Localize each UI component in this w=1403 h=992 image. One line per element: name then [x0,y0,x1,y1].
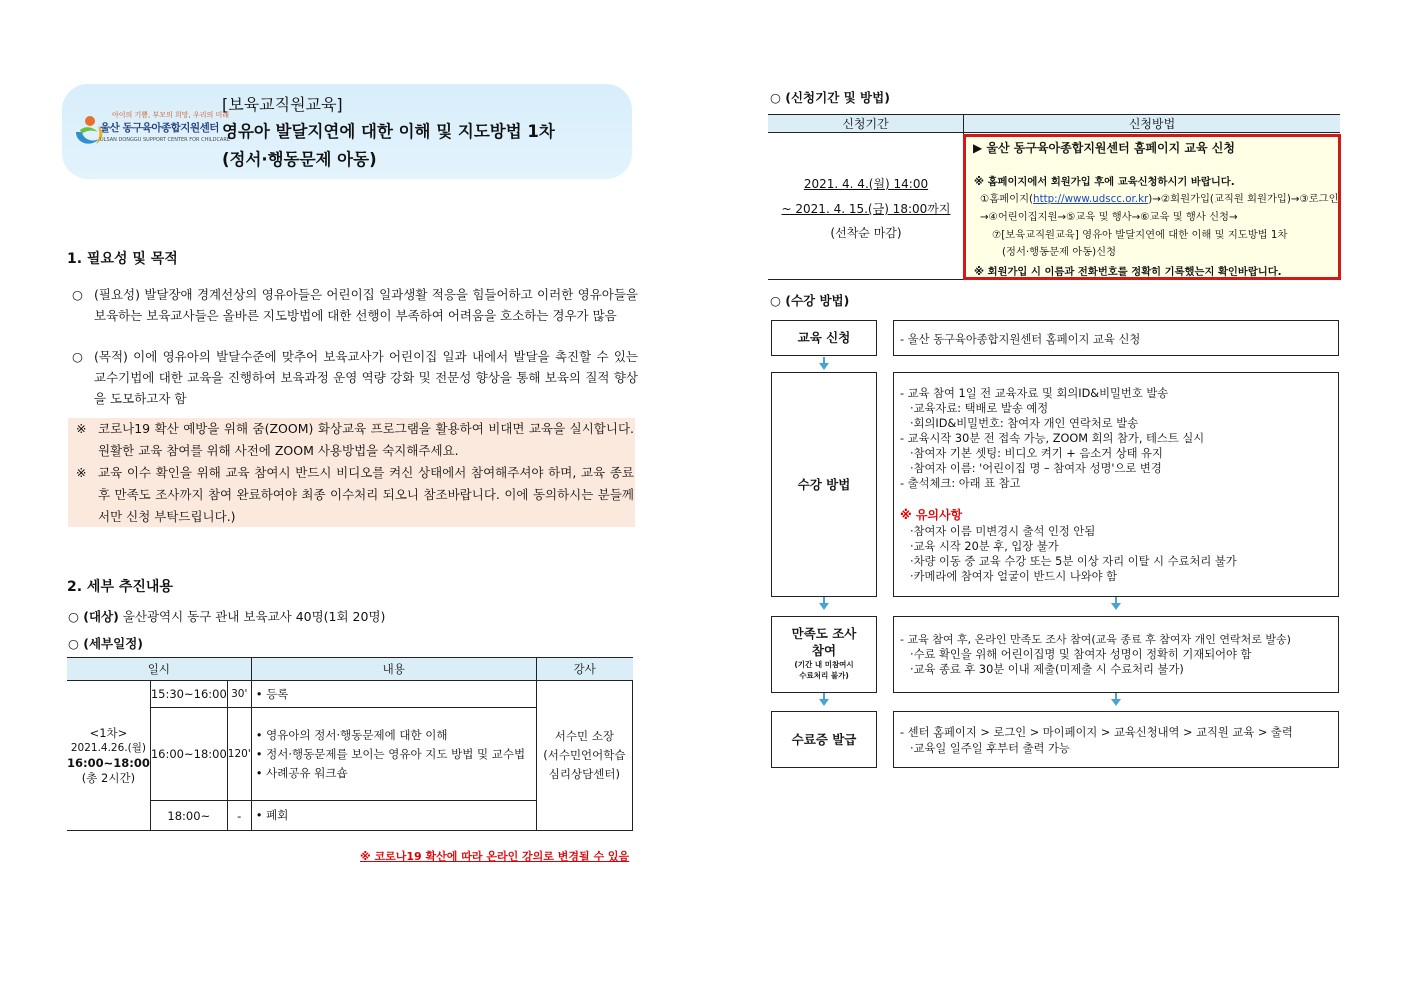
logo-tagline: 아이의 기쁨, 부모의 희망, 우리의 미래 [112,111,230,119]
down-arrow-icon [819,603,829,610]
notice-video [76,462,634,528]
schedule-label: ○ (세부일정) [68,636,143,651]
header-method: 신청방법 [964,114,1340,133]
circle-bullet-icon: ○ [72,287,83,302]
period-note: (선착순 마감) [830,226,902,240]
notice-zoom [76,418,634,462]
step-apply-detail: - 울산 동구육아종합지원센터 홈페이지 교육 신청 [893,320,1339,356]
purpose-item [72,346,638,409]
document-title: 영유아 발달지연에 대한 이해 및 지도방법 1차 [222,122,555,141]
process-heading: ○ (수강 방법) [770,293,850,308]
content-cell: • 영유아의 정서·행동문제에 대한 이해 • 정서·행동문제를 보이는 영유아 지도 방법 및 교수법 • 사례공유 워크숍 [251,708,536,801]
necessity-item [72,284,638,326]
minutes-cell: - [227,801,251,831]
reference-mark-icon: ※ [76,465,87,480]
registration-method [963,134,1341,280]
purpose-text: (목적) 이에 영유아의 발달수준에 맞추어 보육교사가 어린이집 일과 내에서 발달을 촉진할 수 있는 교수기법에 대한 교육을 진행하여 보육과정 운영 역량 강화 및 전문성 향상을 통해 보육의 질적 향상을 도모하고자 함 [94,349,638,406]
instructor-cell: 서수민 소장 (서수민언어학습 심리상담센터) [536,681,632,831]
title-banner [62,84,632,179]
table-row [67,681,633,708]
schedule-table [67,657,633,831]
header-instructor: 강사 [536,658,632,681]
banner-category: [보육교직원교육] [222,95,343,114]
method-warning: ※ 회원가입 시 이름과 전화번호를 정확히 기록했는지 확인바랍니다. [974,266,1282,278]
center-logo [70,106,230,156]
header-datetime: 일시 [67,658,251,681]
necessity-text: (필요성) 발달장애 경계선상의 영유아들은 어린이집 일과생활 적응을 힘들어하고 이러한 영유아들을 보육하는 보육교사들은 올바른 지도방법에 대한 선행이 부족하여 어려움을 호소하는 경우가 많음 [94,287,638,323]
circle-bullet-icon: ○ [72,349,83,364]
method-step3: ⑦[보육교직원교육] 영유아 발달지연에 대한 이해 및 지도방법 1차 [992,229,1288,241]
notice-video-text: 교육 이수 확인을 위해 교육 참여시 반드시 비디오를 켜신 상태에서 참여해주셔야 하며, 교육 종료 후 만족도 조사까지 참여 완료하여야 최종 이수처리 되오니 참조바랍니다. 이에 동의하시는 분들께서만 신청 부탁드립니다.) [98,465,634,524]
registration-table [768,114,1340,280]
caution-title: ※ 유의사항 [900,508,963,522]
registration-heading: ○ (신청기간 및 방법) [770,90,890,105]
method-title: ▶ 울산 동구육아종합지원센터 홈페이지 교육 신청 [973,141,1235,155]
method-note: ※ 홈페이지에서 회원가입 후에 교육신청하시기 바랍니다. [974,176,1235,188]
down-arrow-icon [819,363,829,370]
registration-period [768,133,964,280]
method-step1: ①홈페이지(http://www.udscc.or.kr)→②회원가입(교직원 회원가입)→③로그인 [980,193,1339,205]
online-change-note: ※ 코로나19 확산에 따라 온라인 강의로 변경될 수 있음 [360,850,630,863]
target-text: 울산광역시 동구 관내 보육교사 40명(1회 20명) [122,609,386,624]
step-certificate-label: 수료증 발급 [771,711,877,768]
period-end: ~ 2021. 4. 15.(금) 18:00까지 [781,202,951,216]
reference-mark-icon: ※ [76,421,87,436]
step-certificate-detail: - 센터 홈페이지 > 로그인 > 마이페이지 > 교육신청내역 > 교직원 교육 > 출력 ·교육일 일주일 후부터 출력 가능 [893,711,1339,768]
step-attend-label: 수강 방법 [771,372,877,597]
content-cell: • 폐회 [251,801,536,831]
notice-zoom-text: 코로나19 확산 예방을 위해 줌(ZOOM) 화상교육 프로그램을 활용하여 비대면 교육을 실시합니다. 원활한 교육 참여를 위해 사전에 ZOOM 사용방법을 숙지해주세요. [98,421,634,458]
document-subtitle: (정서·행동문제 아동) [222,150,377,169]
step-survey-label: 만족도 조사 참여 (기간 내 미참여시 수료처리 불가) [771,616,877,693]
logo-name: 울산 동구육아종합지원센터 [100,122,219,134]
time-cell: 18:00~ [150,801,227,831]
session-cell: <1차> 2021.4.26.(월) 16:00~18:00 (총 2시간) [67,681,150,831]
content-cell: • 등록 [251,681,536,708]
minutes-cell: 30' [227,681,251,708]
period-start: 2021. 4. 4.(월) 14:00 [803,177,929,191]
notice-box [68,418,635,527]
step-survey-detail: - 교육 참여 후, 온라인 만족도 조사 참여(교육 종료 후 참여자 개인 연락처로 발송) ·수료 확인을 위해 어린이집명 및 참여자 성명이 정확히 기재되어야 함 ·교육 종료 후 30분 이내 제출(미제출 시 수료처리 불가) [893,616,1339,693]
target-line [68,607,385,625]
down-arrow-icon [819,699,829,706]
method-step4: (정서·행동문제 아동)신청 [1002,246,1117,258]
header-period: 신청기간 [768,114,964,133]
down-arrow-icon [1111,699,1121,706]
time-cell: 15:30~16:00 [150,681,227,708]
section1-heading: 1. 필요성 및 목적 [67,251,178,267]
logo-english: ULSAN DONGGU SUPPORT CENTER FOR CHILDCARE [100,137,230,143]
header-content: 내용 [251,658,536,681]
step-apply-label: 교육 신청 [771,320,877,356]
method-step2: →④어린이집지원→⑤교육 및 행사→⑥교육 및 행사 신청→ [980,211,1238,223]
step-attend-detail: - 교육 참여 1일 전 교육자료 및 회의ID&비밀번호 발송 ·교육자료: 택배로 발송 예정 ·회의ID&비밀번호: 참여자 개인 연락처로 발송 - 교육시작 30분 전 접속 가능, ZOOM 회의 참가, 테스트 실시 ·참여자 기본 셋팅: 비디오 켜기 + 음소거 상태 유지 ·참여자 이름: '어린이집 명 – 참여자 성명'으로 변경 - 출석체크: 아래 표 참고 ※ 유의사항 ·참여자 이름 미변경시 출석 인정 안됨 ·교육 시작 20분 후, 입장 불가 ·차량 이동 중 교육 수강 또는 5분 이상 자리 이탈 시 수료처리 불가 ·카메라에 참여자 얼굴이 반드시 나와야 함 [893,372,1339,597]
target-label: ○ (대상) [68,609,119,624]
minutes-cell: 120' [227,708,251,801]
down-arrow-icon [1111,603,1121,610]
time-cell: 16:00~18:00 [150,708,227,801]
homepage-link[interactable]: http://www.udscc.or.kr [1033,193,1149,205]
section2-heading: 2. 세부 추진내용 [67,579,173,595]
